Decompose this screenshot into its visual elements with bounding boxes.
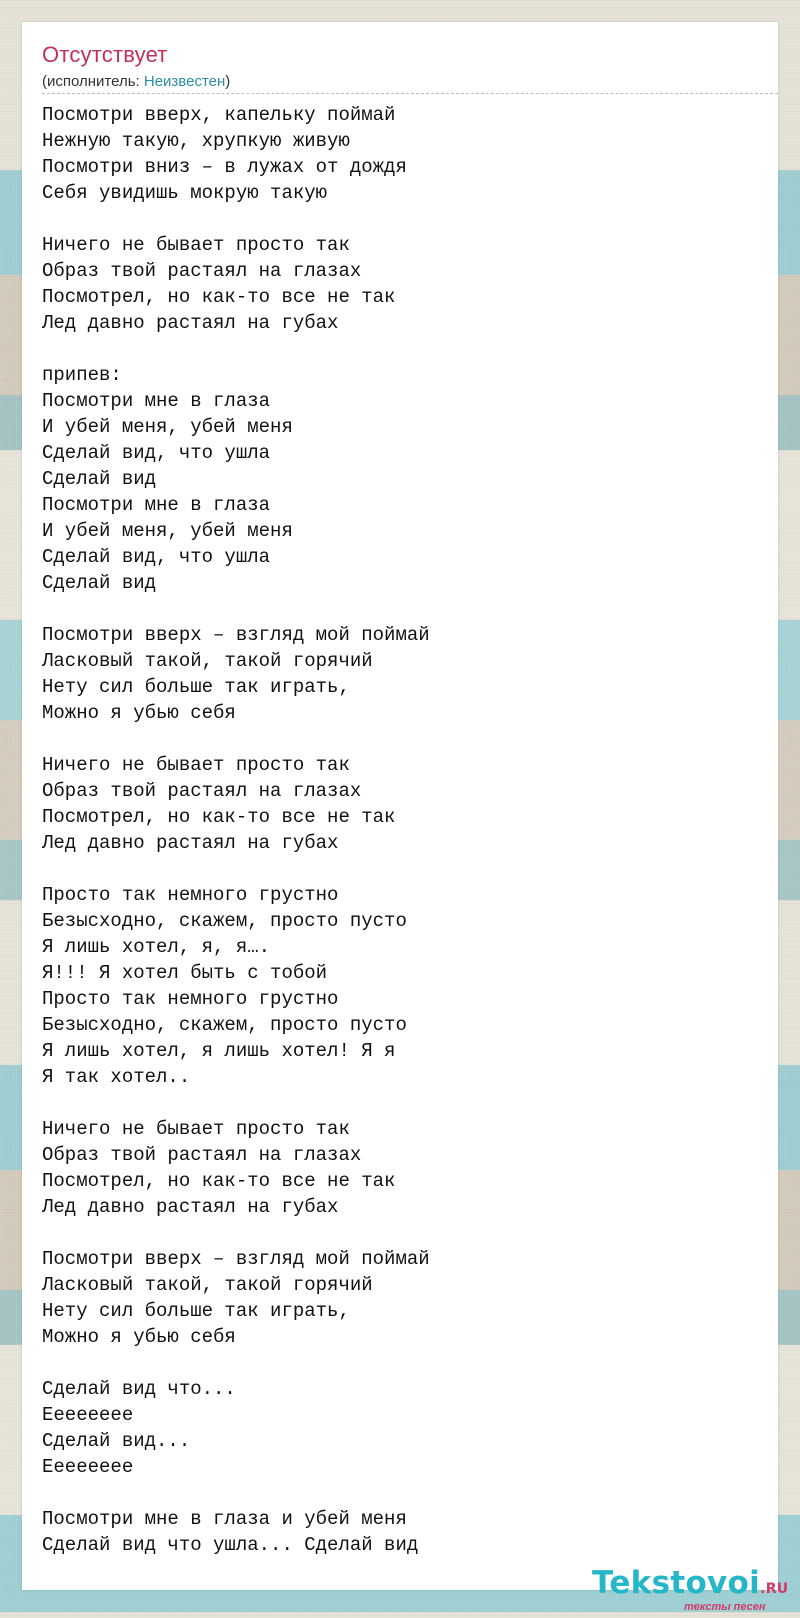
lyrics-card [22, 22, 789, 1613]
artist-prefix: (исполнитель: [42, 73, 144, 90]
logo-main-text: Tekstovoi [592, 1565, 761, 1601]
logo-tld: .RU [760, 1581, 789, 1597]
site-logo[interactable] [592, 1565, 792, 1618]
title-divider [42, 93, 778, 94]
logo-subtitle: тексты песен [684, 1601, 766, 1613]
lyrics-text: Посмотри вверх, капельку поймай Нежную такую, хрупкую живую Посмотри вниз – в лужах от дождя Себя увидишь мокрую такую Ничего не бывает просто так Образ твой растаял на глазах Посмотрел, но как-то все не так Лед давно растаял на губах припев: Посмотри мне в глаза И убей меня, убей меня Сделай вид, что ушла Сделай вид Посмотри мне в глаза И убей меня, убей меня Сделай вид, что ушла Сделай вид Посмотри вверх – взгляд мой поймай Ласковый такой, такой горячий Нету сил больше так играть, Можно я убью себя Ничего не бывает просто так Образ твой растаял на глазах Посмотрел, но как-то все не так Лед давно растаял на губах Просто так немного грустно Безысходно, скажем, просто пусто Я лишь хотел, я, я…. Я!!! Я хотел быть с тобой Просто так немного грустно Безысходно, скажем, просто пусто Я лишь хотел, я лишь хотел! Я я Я так хотел.. Ничего не бывает просто так Образ твой растаял на глазах Посмотрел, но как-то все не так Лед давно растаял на губах Посмотри вверх – взгляд мой поймай Ласковый такой, такой горячий Нету сил больше так играть, Можно я убью себя Сделай вид что... Еееееееe Сделай вид... Еееееееe Посмотри мне в глаза и убей меня Сделай вид что ушла... Сделай вид [42, 104, 430, 1556]
artist-suffix: ) [225, 73, 231, 90]
artist-line [42, 73, 230, 90]
song-title: Отсутствует [42, 42, 168, 67]
artist-link[interactable]: Неизвестен [143, 73, 226, 90]
logo-wordmark [592, 1565, 792, 1601]
